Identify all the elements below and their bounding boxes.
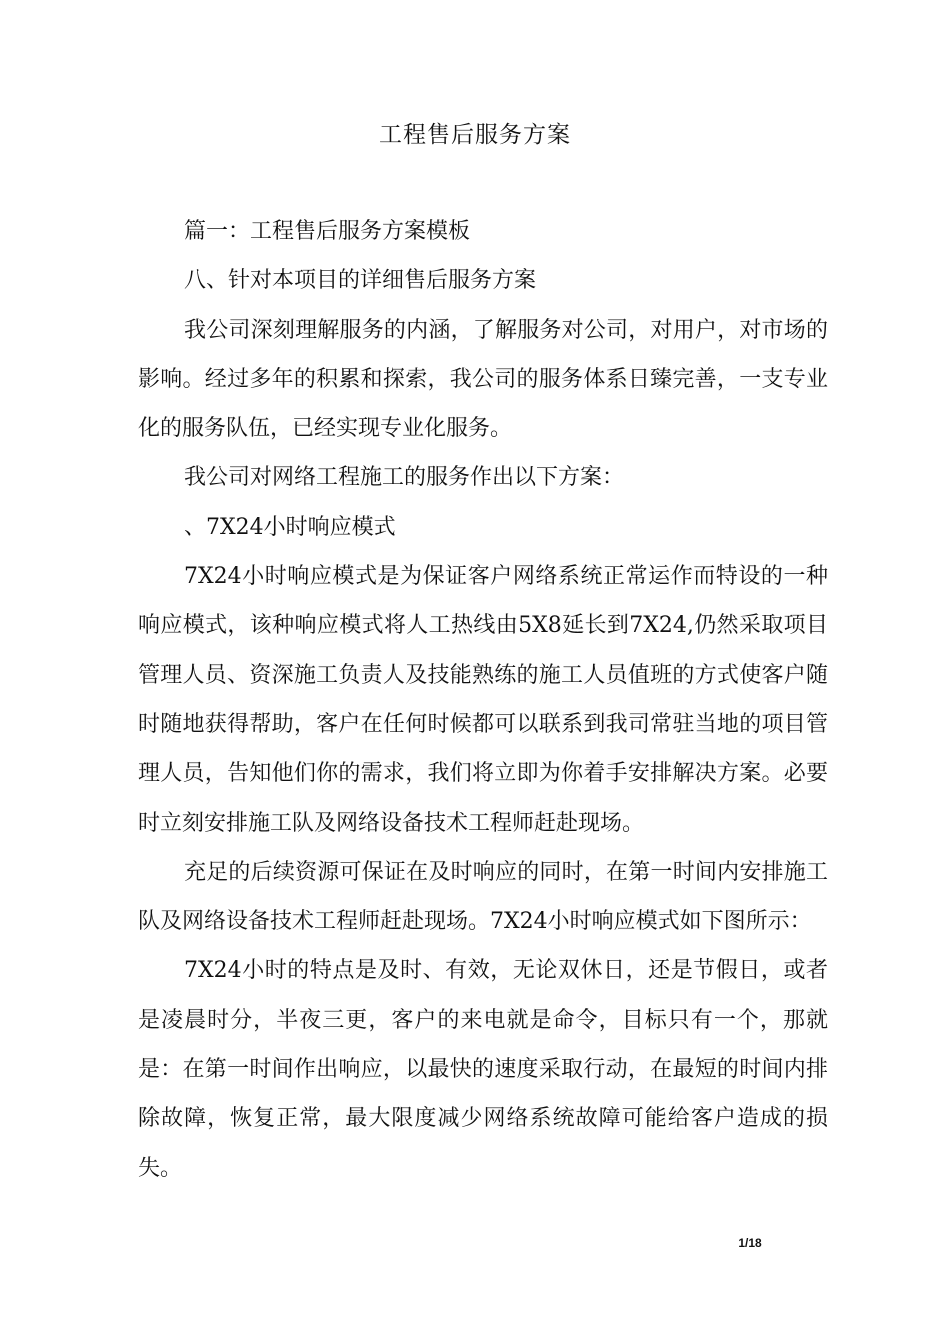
section-heading: 篇一：工程售后服务方案模板 <box>184 219 471 244</box>
document-body <box>138 207 828 1193</box>
body-paragraph: 7X24小时响应模式是为保证客户网络系统正常运作而特设的一种响应模式，该种响应模式将人工热线由5X8延长到7X24,仍然采取项目管理人员、资深施工负责人及技能熟练的施工人员值班的方式使客户随时随地获得帮助，客户在任何时候都可以联系到我司常驻当地的项目管理人员，告知他们你的需求，我们将立即为你着手安排解决方案。必要时立刻安排施工队及网络设备技术工程师赶赴现场。 <box>138 564 828 836</box>
section-subheading: 八、针对本项目的详细售后服务方案 <box>184 268 537 294</box>
body-paragraph: 7X24小时的特点是及时、有效，无论双休日，还是节假日，或者是凌晨时分，半夜三更，客户的来电就是命令，目标只有一个，那就是：在第一时间作出响应，以最快的速度采取行动，在最短的时间内排除故障，恢复正常，最大限度减少网络系统故障可能给客户造成的损失。 <box>138 958 828 1181</box>
item-heading: 、7X24小时响应模式 <box>184 514 396 540</box>
body-paragraph: 我公司深刻理解服务的内涵，了解服务对公司，对用户，对市场的影响。经过多年的积累和探索，我公司的服务体系日臻完善，一支专业化的服务队伍，已经实现专业化服务。 <box>138 317 828 442</box>
document-title: 工程售后服务方案 <box>379 122 571 148</box>
body-paragraph: 我公司对网络工程施工的服务作出以下方案： <box>184 465 625 491</box>
body-paragraph: 充足的后续资源可保证在及时响应的同时，在第一时间内安排施工队及网络设备技术工程师赶赴现场。7X24小时响应模式如下图所示： <box>138 859 828 935</box>
page-number: 1/18 <box>738 1236 762 1250</box>
